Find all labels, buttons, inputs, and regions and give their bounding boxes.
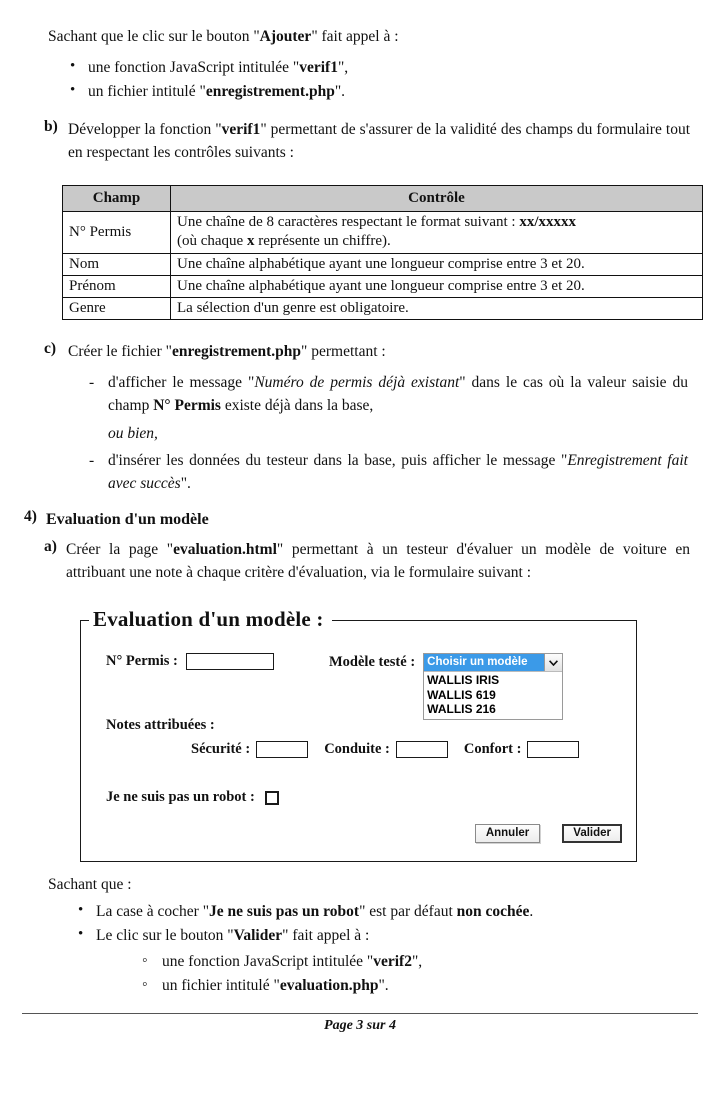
sb1-text-pre: une fonction JavaScript intitulée " xyxy=(162,953,374,970)
item-4a-bold-term: evaluation.html xyxy=(173,541,277,558)
bullet-bold-term: verif1 xyxy=(299,59,338,76)
modele-label: Modèle testé : xyxy=(329,654,416,670)
robot-checkbox[interactable] xyxy=(265,791,279,805)
list-item xyxy=(62,80,662,104)
table-cell-controle: Une chaîne alphabétique ayant une longueur comprise entre 3 et 20. xyxy=(171,275,703,297)
bullet-text-pre: une fonction JavaScript intitulée " xyxy=(88,59,300,76)
item-4a-text-post: " permettant à un testeur d'évaluer un modèle de voiture en attribuant une note à chaque critère d'évaluation, via le formulaire suivant : xyxy=(66,541,690,582)
conduite-input[interactable] xyxy=(396,741,448,758)
cell-text-2: (où chaque xyxy=(177,233,247,250)
cell-bold-x: x xyxy=(246,233,255,250)
sb1-bold-term: verif2 xyxy=(373,953,412,970)
cell-bold-format: xx/xxxxx xyxy=(519,214,577,231)
list-item xyxy=(84,371,688,418)
item-b xyxy=(44,118,694,165)
bullet-text-post: ". xyxy=(334,82,346,100)
controls-table xyxy=(62,185,703,320)
item-c-bold-term: enregistrement.php xyxy=(172,343,302,360)
submit-button[interactable]: Valider xyxy=(562,824,622,843)
top-bullet-list-wrap xyxy=(62,56,662,103)
intro-bold-term: Ajouter xyxy=(259,28,312,45)
item-c-body xyxy=(68,340,690,363)
cb1-text-post: . xyxy=(529,903,534,920)
sb1-text-post: ", xyxy=(411,953,423,970)
item-c-text-post: " permettant : xyxy=(301,343,386,360)
cb1-text-mid: " est par défaut xyxy=(359,903,457,920)
item-b-marker: b) xyxy=(44,118,58,135)
dash1-italic-message: Numéro de permis déjà existant xyxy=(254,374,460,391)
list-item xyxy=(70,900,670,924)
notes-section-label: Notes attribuées : xyxy=(106,717,215,733)
sb2-text-pre: un fichier intitulé " xyxy=(162,977,280,995)
confort-label: Confort : xyxy=(463,741,522,757)
confort-input[interactable] xyxy=(527,741,579,758)
criterion-securite xyxy=(191,741,308,758)
bullet-text-pre: un fichier intitulé " xyxy=(88,82,206,100)
cb2-text-post: " fait appel à : xyxy=(282,926,370,944)
permis-label: N° Permis : xyxy=(106,653,178,669)
item-4a-text-pre: Créer la page " xyxy=(66,541,174,558)
select-option-list xyxy=(424,672,562,719)
table-cell-champ: Nom xyxy=(63,253,171,275)
intro-text-post: " fait appel à : xyxy=(311,28,399,45)
select-selected-value: Choisir un modèle xyxy=(424,654,544,671)
permis-field-row xyxy=(106,653,274,670)
fieldset-legend: Evaluation d'un modèle : xyxy=(89,607,332,632)
item-c-marker: c) xyxy=(44,340,57,357)
securite-input[interactable] xyxy=(256,741,308,758)
table-cell-controle: La sélection d'un genre est obligatoire. xyxy=(171,297,703,319)
controls-table-wrap xyxy=(62,185,703,320)
item-b-bold-term: verif1 xyxy=(221,121,261,138)
cell-text-1: Une chaîne de 8 caractères respectant le format suivant : xyxy=(177,214,520,231)
item-4a-body xyxy=(66,538,690,585)
footer-divider xyxy=(22,1013,698,1014)
item-b-text-pre: Développer la fonction " xyxy=(68,121,222,138)
select-option[interactable]: WALLIS 216 xyxy=(427,702,496,716)
table-cell-champ: Genre xyxy=(63,297,171,319)
dash2-text-pre: d'insérer les données du testeur dans la base, puis afficher le message " xyxy=(108,451,568,469)
cb1-bold-state: non cochée xyxy=(456,903,530,920)
list-item xyxy=(138,950,638,974)
closing-intro: Sachant que : xyxy=(48,876,132,893)
criterion-conduite xyxy=(324,741,448,758)
permis-input[interactable] xyxy=(186,653,274,670)
item-c-dash-list-wrap xyxy=(84,371,688,495)
item-b-body xyxy=(68,118,690,165)
dash1-text-post: existe déjà dans la base, xyxy=(220,397,374,415)
item-c-text-pre: Créer le fichier " xyxy=(68,343,173,360)
section-4-title: Evaluation d'un modèle xyxy=(46,511,209,528)
sb2-text-post: ". xyxy=(378,977,389,995)
list-item xyxy=(62,56,662,80)
modele-select[interactable] xyxy=(423,653,563,720)
dash2-italic-message: Enregistrement fait avec succès xyxy=(108,451,688,492)
notes-criteria-row xyxy=(191,741,579,758)
bullet-bold-term: enregistrement.php xyxy=(205,82,335,100)
robot-label: Je ne suis pas un robot : xyxy=(106,789,255,805)
section-4-heading xyxy=(24,508,694,532)
bullet-text-post: ", xyxy=(337,59,349,76)
intro-text-pre: Sachant que le clic sur le bouton " xyxy=(48,28,260,45)
item-c xyxy=(44,340,694,363)
dash1-text-mid: " dans le cas où la valeur saisie du champ xyxy=(108,374,688,415)
list-item xyxy=(138,974,638,998)
conduite-label: Conduite : xyxy=(324,741,390,757)
select-option[interactable]: WALLIS IRIS xyxy=(427,673,500,687)
item-b-text-post: " permettant de s'assurer de la validité des champs du formulaire tout en respectant les contrôles suivants : xyxy=(68,121,690,162)
cb1-bold-checkbox: Je ne suis pas un robot xyxy=(209,903,360,920)
cb1-text-pre: La case à cocher " xyxy=(96,903,210,920)
dash1-text-pre: d'afficher le message " xyxy=(108,374,255,391)
dash2-text-post: ". xyxy=(180,475,191,492)
cancel-button[interactable]: Annuler xyxy=(475,824,540,843)
securite-label: Sécurité : xyxy=(191,741,251,757)
list-item xyxy=(70,924,670,948)
sb2-bold-term: evaluation.php xyxy=(279,977,379,995)
page-footer: Page 3 sur 4 xyxy=(324,1018,396,1033)
dash1-bold-field: N° Permis xyxy=(153,397,221,415)
cb2-bold-button: Valider xyxy=(233,926,283,944)
item-4a-marker: a) xyxy=(44,538,57,555)
form-button-row xyxy=(475,824,622,843)
table-cell-champ: N° Permis xyxy=(63,212,171,253)
section-4-marker: 4) xyxy=(24,508,37,525)
table-row xyxy=(63,297,703,319)
item-4a xyxy=(44,538,694,585)
table-cell-champ: Prénom xyxy=(63,275,171,297)
cell-text-3: représente un chiffre). xyxy=(254,233,391,250)
table-cell-controle: Une chaîne alphabétique ayant une longueur comprise entre 3 et 20. xyxy=(171,253,703,275)
table-header-row xyxy=(63,186,703,212)
closing-sub-bullet-wrap xyxy=(138,950,638,998)
list-item xyxy=(84,449,688,496)
evaluation-form-mockup xyxy=(80,607,637,862)
table-header-champ: Champ xyxy=(63,186,171,212)
table-cell-controle xyxy=(171,212,703,253)
criterion-confort xyxy=(464,741,580,758)
table-row xyxy=(63,275,703,297)
select-option[interactable]: WALLIS 619 xyxy=(427,687,496,702)
intro-sentence xyxy=(48,28,688,46)
ou-bien-text: ou bien, xyxy=(108,424,158,442)
table-row xyxy=(63,212,703,253)
closing-bullet-list-wrap xyxy=(70,900,670,947)
cb2-text-pre: Le clic sur le bouton " xyxy=(96,926,234,944)
table-header-controle: Contrôle xyxy=(171,186,703,212)
table-row xyxy=(63,253,703,275)
chevron-down-icon[interactable] xyxy=(544,654,562,671)
modele-field-row xyxy=(329,653,563,720)
robot-check-row xyxy=(106,789,279,806)
select-head[interactable] xyxy=(424,654,562,672)
